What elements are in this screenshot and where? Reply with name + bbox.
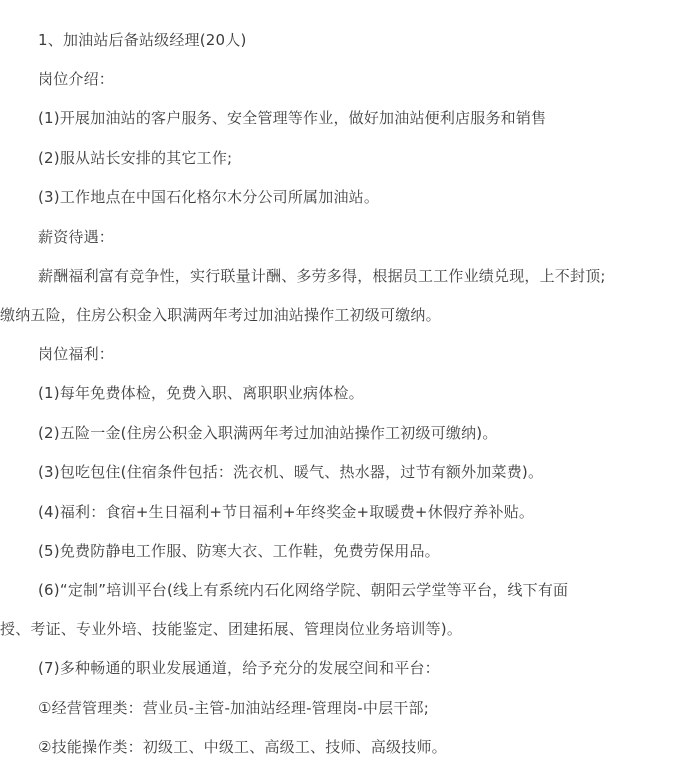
- list-item-continuation: 授、考证、专业外培、技能鉴定、团建拓展、管理岗位业务培训等)。: [0, 620, 463, 638]
- paragraph-line: (3)工作地点在中国石化格尔木分公司所属加油站。: [38, 188, 380, 206]
- paragraph-line: (2)服从站长安排的其它工作;: [38, 149, 233, 167]
- list-item: (1)每年免费体检，免费入职、离职职业病体检。: [38, 384, 364, 402]
- list-item: (6)“定制”培训平台(线上有系统内石化网络学院、朝阳云学堂等平台，线下有面: [38, 581, 569, 599]
- list-item: (7)多种畅通的职业发展通道，给予充分的发展空间和平台：: [38, 659, 440, 677]
- job-title-heading: 1、加油站后备站级经理(20人): [38, 31, 247, 49]
- list-item: ①经营管理类：营业员-主管-加油站经理-管理岗-中层干部;: [38, 699, 429, 717]
- section-heading-job-intro: 岗位介绍：: [38, 70, 115, 88]
- paragraph-line: (1)开展加油站的客户服务、安全管理等作业，做好加油站便利店服务和销售: [38, 109, 547, 127]
- list-item: ②技能操作类：初级工、中级工、高级工、技师、高级技师。: [38, 738, 447, 756]
- list-item: (2)五险一金(住房公积金入职满两年考过加油站操作工初级可缴纳)。: [38, 424, 498, 442]
- list-item: (4)福利：食宿+生日福利+节日福利+年终奖金+取暖费+休假疗养补贴。: [38, 503, 535, 521]
- paragraph-line: 缴纳五险，住房公积金入职满两年考过加油站操作工初级可缴纳。: [0, 306, 441, 324]
- list-item: (3)包吃包住(住宿条件包括：洗衣机、暖气、热水器，过节有额外加菜费)。: [38, 463, 544, 481]
- list-item: (5)免费防静电工作服、防寒大衣、工作鞋，免费劳保用品。: [38, 542, 440, 560]
- paragraph-line: 薪酬福利富有竞争性，实行联量计酬、多劳多得，根据员工工作业绩兑现，上不封顶;: [38, 267, 606, 285]
- section-heading-benefits: 岗位福利：: [38, 345, 115, 363]
- section-heading-salary: 薪资待遇：: [38, 228, 115, 246]
